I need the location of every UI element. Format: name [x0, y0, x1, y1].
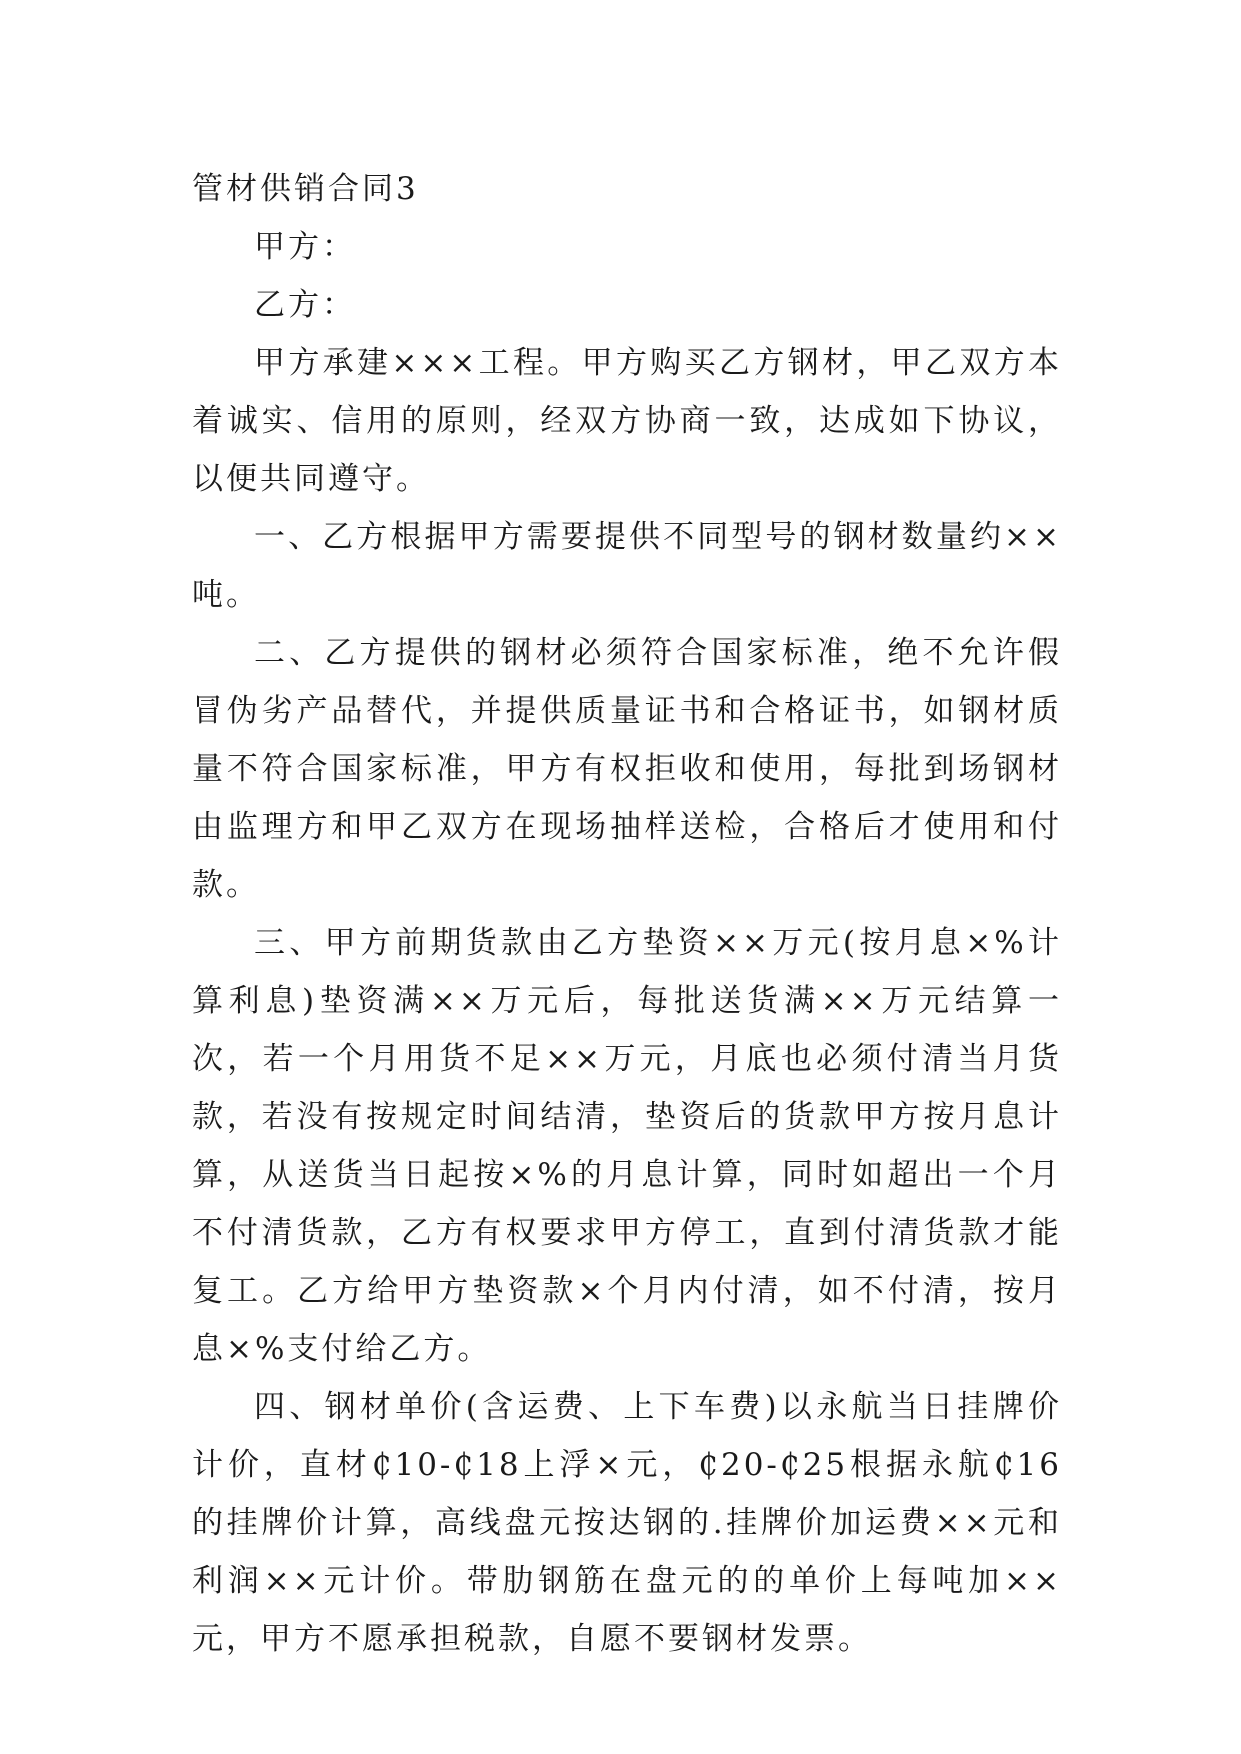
- paragraph-intro: 甲方承建×××工程。甲方购买乙方钢材，甲乙双方本着诚实、信用的原则，经双方协商一致，达成如下协议，以便共同遵守。: [192, 345, 1062, 497]
- document-body: [192, 160, 1062, 1668]
- party-b-line: 乙方：: [254, 287, 356, 323]
- paragraph-clause-2: 二、乙方提供的钢材必须符合国家标准，绝不允许假冒伪劣产品替代，并提供质量证书和合格证书，如钢材质量不符合国家标准，甲方有权拒收和使用，每批到场钢材由监理方和甲乙双方在现场抽样送检，合格后才使用和付款。: [192, 635, 1062, 903]
- party-a-line: 甲方：: [254, 229, 356, 265]
- paragraph-clause-1: 一、乙方根据甲方需要提供不同型号的钢材数量约××吨。: [192, 519, 1062, 613]
- paragraph-clause-3: 三、甲方前期货款由乙方垫资××万元(按月息×%计算利息)垫资满××万元后，每批送货满××万元结算一次，若一个月用货不足××万元，月底也必须付清当月货款，若没有按规定时间结清，垫资后的货款甲方按月息计算，从送货当日起按×%的月息计算，同时如超出一个月不付清货款，乙方有权要求甲方停工，直到付清货款才能复工。乙方给甲方垫资款×个月内付清，如不付清，按月息×%支付给乙方。: [192, 925, 1062, 1367]
- paragraph-clause-4: 四、钢材单价(含运费、上下车费)以永航当日挂牌价计价，直材₵10-₵18上浮×元，₵20-₵25根据永航₵16的挂牌价计算，高线盘元按达钢的.挂牌价加运费××元和利润××元计价。带肋钢筋在盘元的的单价上每吨加××元，甲方不愿承担税款，自愿不要钢材发票。: [192, 1389, 1062, 1657]
- document-title: 管材供销合同3: [192, 171, 419, 207]
